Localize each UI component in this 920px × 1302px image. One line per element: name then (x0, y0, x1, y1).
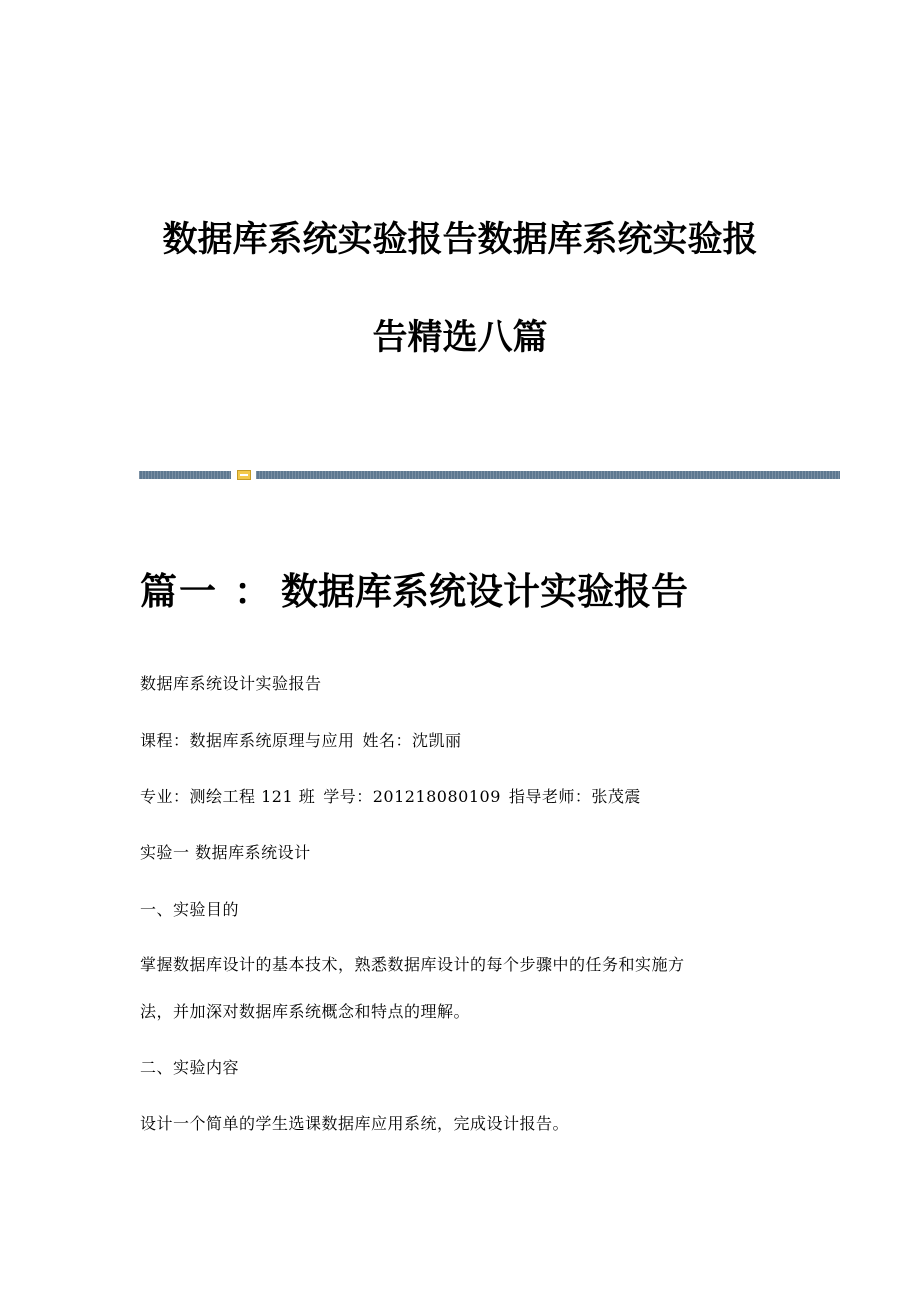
section-number: 篇一 (140, 570, 218, 613)
section-colon: ： (234, 570, 271, 613)
major-line (140, 785, 641, 809)
objective-heading: 一、实验目的 (140, 900, 240, 919)
objective-text-line-1: 掌握数据库设计的基本技术，熟悉数据库设计的每个步骤中的任务和实施方 (140, 955, 685, 974)
advisor-field: 指导老师：张茂震 (508, 787, 641, 806)
student-id-field: 学号：201218080109 (323, 787, 501, 806)
decorative-divider (139, 470, 840, 480)
document-title-line-2: 告精选八篇 (372, 317, 548, 358)
course-field: 课程：数据库系统原理与应用 (140, 731, 355, 750)
document-title-line-1: 数据库系统实验报告数据库系统实验报 (162, 219, 758, 260)
divider-bar-right (256, 471, 840, 479)
content-text: 设计一个简单的学生选课数据库应用系统，完成设计报告。 (140, 1114, 570, 1133)
report-title: 数据库系统设计实验报告 (140, 674, 322, 693)
student-name-field: 姓名：沈凯丽 (362, 731, 462, 750)
section-title: 数据库系统设计实验报告 (281, 570, 688, 613)
envelope-icon (237, 470, 251, 480)
major-field: 专业：测绘工程 121 班 (140, 787, 316, 806)
course-line (140, 729, 462, 753)
divider-bar-left (139, 471, 231, 479)
objective-text-line-2: 法，并加深对数据库系统概念和特点的理解。 (140, 1002, 471, 1021)
section-heading (140, 566, 688, 618)
content-heading: 二、实验内容 (140, 1058, 240, 1077)
experiment-title: 实验一 数据库系统设计 (140, 843, 311, 862)
